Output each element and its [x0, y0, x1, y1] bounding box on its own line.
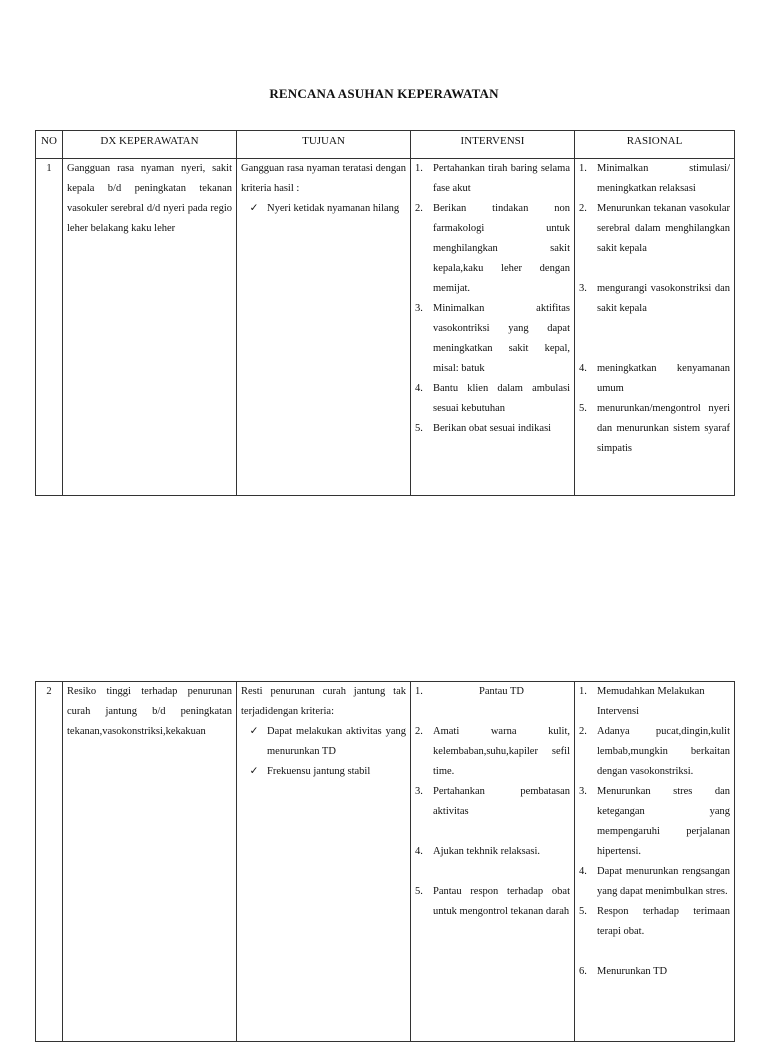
tujuan-intro: Gangguan rasa nyaman teratasi dengan kriteria hasil :: [241, 163, 406, 194]
rasional-text: Dapat menurunkan rengsangan yang dapat menimbulkan stres.: [597, 866, 730, 897]
rasional-text: Respon terhadap terimaan terapi obat.: [597, 906, 730, 937]
rasional-cell: [575, 682, 735, 1042]
header-intervensi: INTERVENSI: [411, 131, 575, 159]
item-number: 3.: [415, 786, 423, 797]
list-item: [579, 199, 730, 259]
table-row: [36, 159, 735, 496]
table-header-row: [36, 131, 735, 159]
list-item: [241, 722, 406, 762]
rasional-text: Menurunkan TD: [597, 966, 668, 977]
spacer: [415, 702, 570, 722]
list-item: [415, 722, 570, 782]
list-item: [579, 159, 730, 199]
list-item: [579, 902, 730, 942]
list-item: [241, 762, 406, 782]
intervensi-cell: [411, 159, 575, 496]
item-number: 5.: [579, 403, 587, 414]
item-number: 4.: [579, 363, 587, 374]
item-number: 4.: [415, 383, 423, 394]
spacer: [579, 319, 730, 359]
rasional-text: Memudahkan Melakukan Intervensi: [597, 686, 705, 717]
list-item: [579, 962, 730, 982]
item-number: 2.: [415, 726, 423, 737]
list-item: [579, 359, 730, 399]
intervensi-text: Minimalkan aktifitas vasokontriksi yang dapat meningkatkan sakit kepal, misal: batuk: [433, 303, 570, 374]
rasional-text: Menurunkan tekanan vasokular serebral dalam menghilangkan sakit kepala: [597, 203, 730, 254]
spacer: [579, 259, 730, 279]
intervensi-text: Pantau TD: [478, 686, 524, 697]
check-icon: ✓: [249, 203, 259, 214]
list-item: [415, 882, 570, 922]
table-row: [36, 682, 735, 1042]
list-item: [241, 199, 406, 219]
list-item: [415, 419, 570, 439]
rasional-text: meningkatkan kenyamanan umum: [597, 363, 730, 394]
item-number: 1.: [415, 163, 423, 174]
item-number: 4.: [579, 866, 587, 877]
item-number: 1.: [579, 163, 587, 174]
list-item: [579, 399, 730, 459]
intervensi-text: Amati warna kulit, kelembaban,suhu,kapiler sefil time.: [433, 726, 570, 777]
item-number: 3.: [415, 303, 423, 314]
list-item: [415, 842, 570, 862]
item-number: 1.: [579, 686, 587, 697]
item-number: 2.: [579, 726, 587, 737]
item-number: 2.: [579, 203, 587, 214]
item-number: 3.: [579, 283, 587, 294]
item-number: 6.: [579, 966, 587, 977]
header-dx: DX KEPERAWATAN: [63, 131, 237, 159]
rasional-text: Minimalkan stimulasi/ meningkatkan relaksasi: [597, 163, 730, 194]
rasional-text: Adanya pucat,dingin,kulit lembab,mungkin berkaitan dengan vasokonstriksi.: [597, 726, 730, 777]
item-number: 5.: [415, 423, 423, 434]
rasional-text: menurunkan/mengontrol nyeri dan menurunkan sistem syaraf simpatis: [597, 403, 730, 454]
list-item: [579, 722, 730, 782]
item-number: 1.: [415, 686, 423, 697]
list-item: [415, 682, 570, 702]
list-item: [415, 379, 570, 419]
spacer: [415, 822, 570, 842]
care-plan-table-1: [35, 130, 735, 496]
list-item: [415, 782, 570, 822]
document-title: RENCANA ASUHAN KEPERAWATAN: [269, 86, 499, 101]
tujuan-cell: [237, 159, 411, 496]
intervensi-text: Bantu klien dalam ambulasi sesuai kebutuhan: [433, 383, 570, 414]
care-plan-table-2: [35, 681, 735, 1042]
dx-text: Gangguan rasa nyaman nyeri, sakit kepala b/d peningkatan tekanan vasokuler serebral d/d nyeri pada regio leher belakang kaku leher: [63, 159, 237, 496]
list-item: [579, 682, 730, 722]
check-icon: ✓: [249, 766, 259, 777]
list-item: [415, 199, 570, 299]
check-icon: ✓: [249, 726, 259, 737]
list-item: [579, 782, 730, 862]
rasional-cell: [575, 159, 735, 496]
rasional-text: Menurunkan stres dan ketegangan yang mempengaruhi perjalanan hipertensi.: [597, 786, 730, 857]
spacer: [579, 942, 730, 962]
spacer: [415, 862, 570, 882]
item-number: 5.: [415, 886, 423, 897]
item-number: 4.: [415, 846, 423, 857]
item-number: 3.: [579, 786, 587, 797]
tujuan-intro: Resti penurunan curah jantung tak terjadidengan kriteria:: [241, 686, 406, 717]
row-number: 1: [36, 159, 63, 496]
row-number: 2: [36, 682, 63, 1042]
list-item: [579, 862, 730, 902]
list-item: [415, 159, 570, 199]
tujuan-cell: [237, 682, 411, 1042]
dx-text: Resiko tinggi terhadap penurunan curah jantung b/d peningkatan tekanan,vasokonstriksi,kekakuan: [63, 682, 237, 1042]
item-number: 5.: [579, 906, 587, 917]
intervensi-text: Berikan obat sesuai indikasi: [433, 423, 552, 434]
header-no: NO: [36, 131, 63, 159]
list-item: [415, 299, 570, 379]
intervensi-text: Pertahankan tirah baring selama fase akut: [433, 163, 570, 194]
header-tujuan: TUJUAN: [237, 131, 411, 159]
list-item: [579, 279, 730, 319]
rasional-text: mengurangi vasokonstriksi dan sakit kepala: [597, 283, 730, 314]
intervensi-text: Pertahankan pembatasan aktivitas: [433, 786, 570, 817]
intervensi-text: Berikan tindakan non farmakologi untuk menghilangkan sakit kepala,kaku leher dengan memijat.: [433, 203, 570, 294]
intervensi-text: Ajukan tekhnik relaksasi.: [433, 846, 541, 857]
intervensi-cell: [411, 682, 575, 1042]
header-rasional: RASIONAL: [575, 131, 735, 159]
tujuan-item: Nyeri ketidak nyamanan hilang: [267, 203, 400, 214]
intervensi-text: Pantau respon terhadap obat untuk mengontrol tekanan darah: [433, 886, 570, 917]
tujuan-item: Frekuensu jantung stabil: [267, 766, 371, 777]
tujuan-item: Dapat melakukan aktivitas yang menurunkan TD: [267, 726, 406, 757]
item-number: 2.: [415, 203, 423, 214]
